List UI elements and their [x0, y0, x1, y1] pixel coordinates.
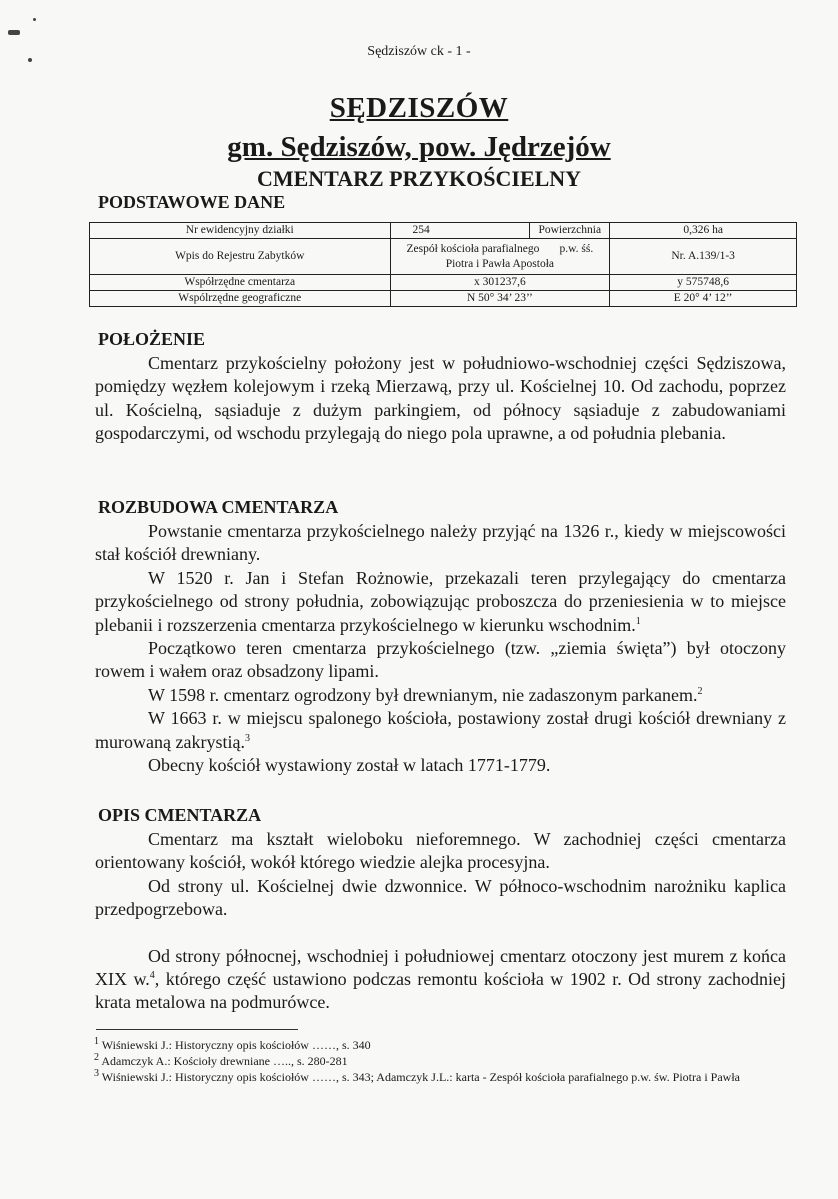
page-subtitle: gm. Sędziszów, pow. Jędrzejów: [227, 131, 611, 163]
description-p3a: Od strony północnej, wschodniej i południowej cmentarz otoczony jest murem z końca XIX w.: [95, 945, 786, 990]
coords-y: y 575748,6: [610, 275, 797, 291]
footnote-item: [94, 1053, 794, 1069]
table-row: [90, 223, 797, 239]
scan-mark: [33, 18, 36, 21]
geo-label: Wspólrzędne geograficzne: [90, 291, 391, 307]
footnote-num: 2: [94, 1052, 99, 1063]
register-value-line1: Zespół kościoła parafialnego: [406, 242, 540, 255]
table-row: [90, 239, 797, 275]
plot-value: 254: [390, 223, 530, 239]
footnote-num: 1: [94, 1036, 99, 1047]
footnote-item: [94, 1069, 794, 1085]
footnote-ref: 3: [244, 732, 250, 744]
footnote-text: Wiśniewski J.: Historyczny opis kościołów ……, s. 340: [101, 1038, 371, 1052]
expansion-p5-block: [95, 707, 786, 754]
description-section: [95, 828, 786, 1015]
description-p1: Cmentarz ma kształt wieloboku nieforemnego. W zachodniej części cmentarza orientowany kościół, wokół którego wiedzie alejka procesyjna.: [95, 829, 786, 873]
footnote-ref: 2: [697, 685, 703, 697]
footnote-text: Adamczyk A.: Kościoły drewniane ….., s. 280-281: [101, 1054, 348, 1068]
register-value-pw: p.w. śś.: [559, 242, 594, 255]
page-header: Sędziszów ck - 1 -: [367, 44, 471, 59]
geo-e: E 20° 4’ 12’’: [610, 291, 797, 307]
footnote-ref: 4: [149, 970, 155, 982]
coords-label: Współrzędne cmentarza: [90, 275, 391, 291]
expansion-p4: W 1598 r. cmentarz ogrodzony był drewnianym, nie zadaszonym parkanem.: [148, 684, 698, 705]
expansion-p3: Początkowo teren cmentarza przykościelnego (tzw. „ziemia święta”) był otoczony rowem i wałem oraz obsadzony lipami.: [95, 638, 786, 682]
basic-data-heading: PODSTAWOWE DANE: [98, 192, 286, 212]
footnote-item: [94, 1037, 794, 1053]
footnotes: [94, 1037, 794, 1085]
expansion-p4-block: [95, 684, 786, 707]
location-heading: POŁOŻENIE: [98, 329, 206, 349]
footnote-divider: [96, 1029, 298, 1030]
object-type: CMENTARZ PRZYKOŚCIELNY: [256, 166, 582, 191]
coords-x: x 301237,6: [390, 275, 610, 291]
area-label: Powierzchnia: [530, 223, 610, 239]
table-row: [90, 275, 797, 291]
plot-label: Nr ewidencyjny działki: [90, 223, 391, 239]
register-value-line1-row: [395, 242, 606, 257]
description-p3-block: [95, 945, 786, 1015]
description-heading: OPIS CMENTARZA: [98, 805, 262, 825]
footnote-text: Wiśniewski J.: Historyczny opis kościołów ……, s. 343; Adamczyk J.L.: karta - Zespół kościoła parafialnego p.w. św. Piotra i Pawła: [101, 1070, 740, 1084]
register-number: Nr. A.139/1-3: [610, 239, 797, 275]
footnote-num: 3: [94, 1068, 99, 1079]
register-value-line2: Piotra i Pawła Apostoła: [445, 257, 555, 270]
description-p3b: , którego część ustawiono podczas remontu kościoła w 1902 r. Od strony zachodniej krata metalowa na podmurówce.: [95, 969, 787, 1013]
scan-mark: [8, 30, 20, 35]
expansion-p2: W 1520 r. Jan i Stefan Rożnowie, przekazali teren przylegający do cmentarza przykościelnego od strony południa, zobowiązując proboszcza do przeniesienia w to miejsce plebanii i rozszerzenia cmentarza przykościelnego w kierunku wschodnim.: [95, 567, 786, 635]
expansion-p1: Powstanie cmentarza przykościelnego należy przyjąć na 1326 r., kiedy w miejscowości stał kościół drewniany.: [95, 521, 786, 565]
footnote-ref: 1: [635, 615, 641, 627]
location-paragraph: Cmentarz przykościelny położony jest w południowo-wschodniej części Sędziszowa, pomiędzy węzłem kolejowym i rzeką Mierzawą, przy ul. Kościelnej 10. Od zachodu, poprzez ul. Kościelną, sąsiaduje z dużym parkingiem, od północy sąsiaduje z zabudowaniami gospodarczymi, od wschodu przylegają do niego pola uprawne, a od południa plebania.: [95, 353, 786, 444]
expansion-section: [95, 520, 786, 777]
expansion-heading: ROZBUDOWA CMENTARZA: [98, 497, 339, 517]
description-p2: Od strony ul. Kościelnej dwie dzwonnice. W północo-wschodnim narożniku kaplica przedpogrzebowa.: [95, 875, 786, 920]
expansion-p2-block: [95, 567, 786, 637]
expansion-p6: Obecny kościół wystawiony został w latach 1771-1779.: [148, 755, 551, 776]
area-value: 0,326 ha: [610, 223, 797, 239]
register-value: [390, 239, 610, 275]
page-title: SĘDZISZÓW: [329, 92, 509, 124]
table-row: [90, 291, 797, 307]
geo-n: N 50° 34’ 23’’: [390, 291, 610, 307]
expansion-p5: W 1663 r. w miejscu spalonego kościoła, postawiony został drugi kościół drewniany z murowaną zakrystią.: [95, 708, 786, 752]
basic-data-table: [89, 222, 797, 307]
register-label: Wpis do Rejestru Zabytków: [90, 239, 391, 275]
location-section: [95, 352, 786, 446]
